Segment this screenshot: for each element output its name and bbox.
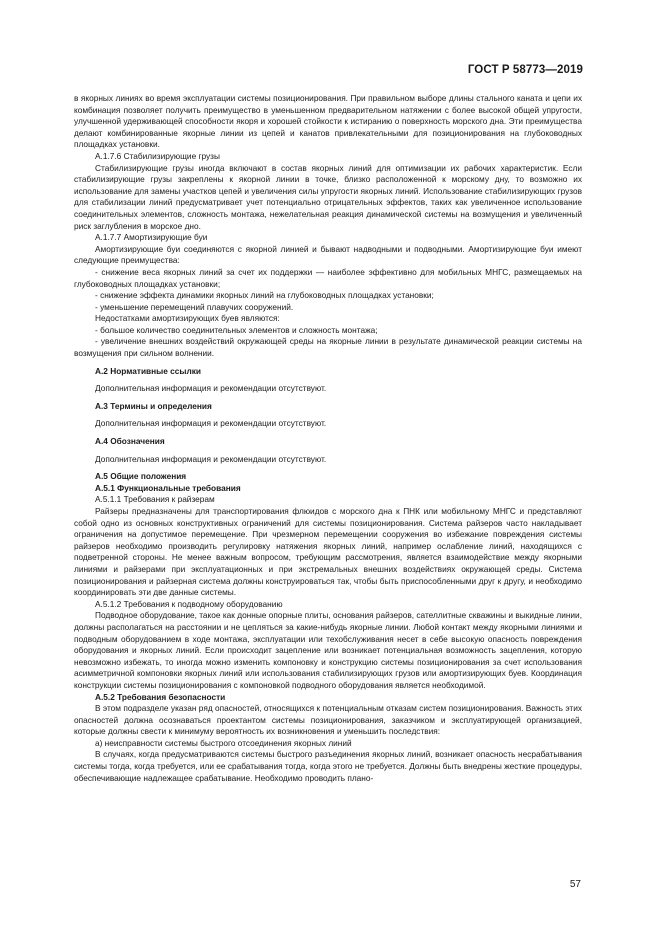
subsection-heading: А.5.1 Функциональные требования (95, 482, 241, 493)
subsection-title: А.1.7.7 Амортизирующие буи (95, 232, 208, 243)
paragraph: В этом подразделе указан ряд опасностей, относящихся к потенциальным отказам систем позиционирования. Важность этих опасностей должна осознаваться проектантом системы позиционирования, заказчиком и эксплуатирующей организацией, которые должны свести к минимуму вероятность их возникновения и уменьшить последствия: (74, 703, 582, 737)
list-item: - большое количество соединительных элементов и сложность монтажа; (95, 324, 378, 335)
page-number: 57 (569, 879, 581, 890)
paragraph: Дополнительная информация и рекомендации отсутствуют. (95, 418, 327, 429)
paragraph: Дополнительная информация и рекомендации отсутствуют. (95, 453, 327, 464)
list-item: а) неисправности системы быстрого отсоединения якорных линий (95, 737, 352, 748)
paragraph: Стабилизирующие грузы иногда включают в состав якорных линий для оптимизации их рабочих характеристик. Если стабилизирующие грузы закреплены к якорной линии в точке, близко расположенной к морскому дну, то возможно их использование для замены участков цепей и увеличения силы упругости якорных линий. Использование стабилизирующих грузов для стабилизации линий предусматривает учет потенциально отрицательных эффектов, таких как увеличенное использование соединительных элементов, сложность монтажа, нежелательная реакция динамической системы на возмущения и увеличенный риск заглубления в морское дно. (74, 162, 582, 231)
paragraph-continued: в якорных линиях во время эксплуатации системы позиционирования. При правильном выборе длины стального каната и цепи их комбинация позволяет получить преимущество в уменьшенном предварительном натяжении с более высокой общей упругости, улучшенной удерживающей способности якоря и хорошей стойкости к истиранию о поверхность морского дна. Эти преимущества делают комбинированные якорные линии из цепей и канатов привлекательными для позиционирования на глубоководных площадках установки. (74, 93, 582, 150)
document-body (74, 93, 582, 784)
subsection-heading: А.5.2 Требования безопасности (95, 691, 226, 702)
paragraph: В случаях, когда предусматриваются системы быстрого разъединения якорных линий, возникает опасность несрабатывания системы тогда, когда требуется, или ее срабатывания тогда, когда этого не требуется. Должны быть внедрены жесткие процедуры, обеспечивающие надлежащее срабатывание. Необходимо проводить плано- (74, 749, 582, 783)
subsection-title: А.1.7.6 Стабилизирующие грузы (95, 150, 220, 161)
standard-number: ГОСТ Р 58773—2019 (467, 64, 583, 76)
subsection-title: А.5.1.2 Требования к подводному оборудованию (95, 598, 283, 609)
subsection-title: А.5.1.1 Требования к райзерам (95, 494, 215, 505)
section-heading: А.5 Общие положения (95, 471, 187, 482)
paragraph: Подводное оборудование, такое как донные опорные плиты, основания райзеров, сателлитные скважины и выкидные линии, должны располагаться на расстоянии и не цепляться за какие-нибудь якорные линии. Любой контакт между якорными линиями и подводным оборудованием в ходе монтажа, эксплуатации или техобслуживания несет в себе высокую опасность повреждения оборудования и якорных линий. Если происходит зацепление или возникает потенциальная возможность зацепления, которую невозможно избежать, то иногда можно изменить компоновку и конструкцию системы позиционирования за счет использования асимметричной компоновки якорных линий или использования стабилизирующих грузов или амортизирующих буев. Координация конструкции системы позиционирования с компоновкой подводного оборудования является необходимой. (74, 610, 582, 690)
paragraph: Недостатками амортизирующих буев являются: (95, 313, 280, 324)
list-item: - снижение веса якорных линий за счет их поддержки — наиболее эффективно для мобильных МНГС, размещаемых на глубоководных площадках установки; (74, 266, 582, 289)
paragraph: Дополнительная информация и рекомендации отсутствуют. (95, 383, 327, 394)
list-item: - уменьшение перемещений плавучих сооружений. (95, 301, 294, 312)
list-item: - снижение эффекта динамики якорных линий на глубоководных площадках установки; (95, 290, 434, 301)
paragraph: Амортизирующие буи соединяются с якорной линией и бывают надводными и подводными. Амортизирующие буи имеют следующие преимущества: (74, 243, 582, 266)
paragraph: Райзеры предназначены для транспортирования флюидов с морского дна к ПНК или мобильному МНГС и представляют собой одно из основных конструктивных ограничений для системы позиционирования. Система райзеров часто накладывает ограничения на допустимое перемещение. При чрезмерном перемещении сооружения во избежание повреждения системы райзеров необходимо производить регулировку натяжения якорных линий, например ослабление линий, находящихся с подветренной стороны. Не менее важным вопросом, требующим рассмотрения, является взаимодействие между якорными линиями и райзерами при эксплуатационных и при экстремальных внешних воздействиях окружающей среды. Система позиционирования и райзерная система должны конструироваться так, чтобы быть приспособленными друг к другу, и необходимо координировать эти две данные системы. (74, 506, 582, 598)
list-item: - увеличение внешних воздействий окружающей среды на якорные линии в результате динамической реакции системы на возмущения при сильном волнении. (74, 336, 582, 359)
section-heading: А.3 Термины и определения (95, 400, 212, 411)
section-heading: А.2 Нормативные ссылки (95, 365, 201, 376)
section-heading: А.4 Обозначения (95, 436, 165, 447)
